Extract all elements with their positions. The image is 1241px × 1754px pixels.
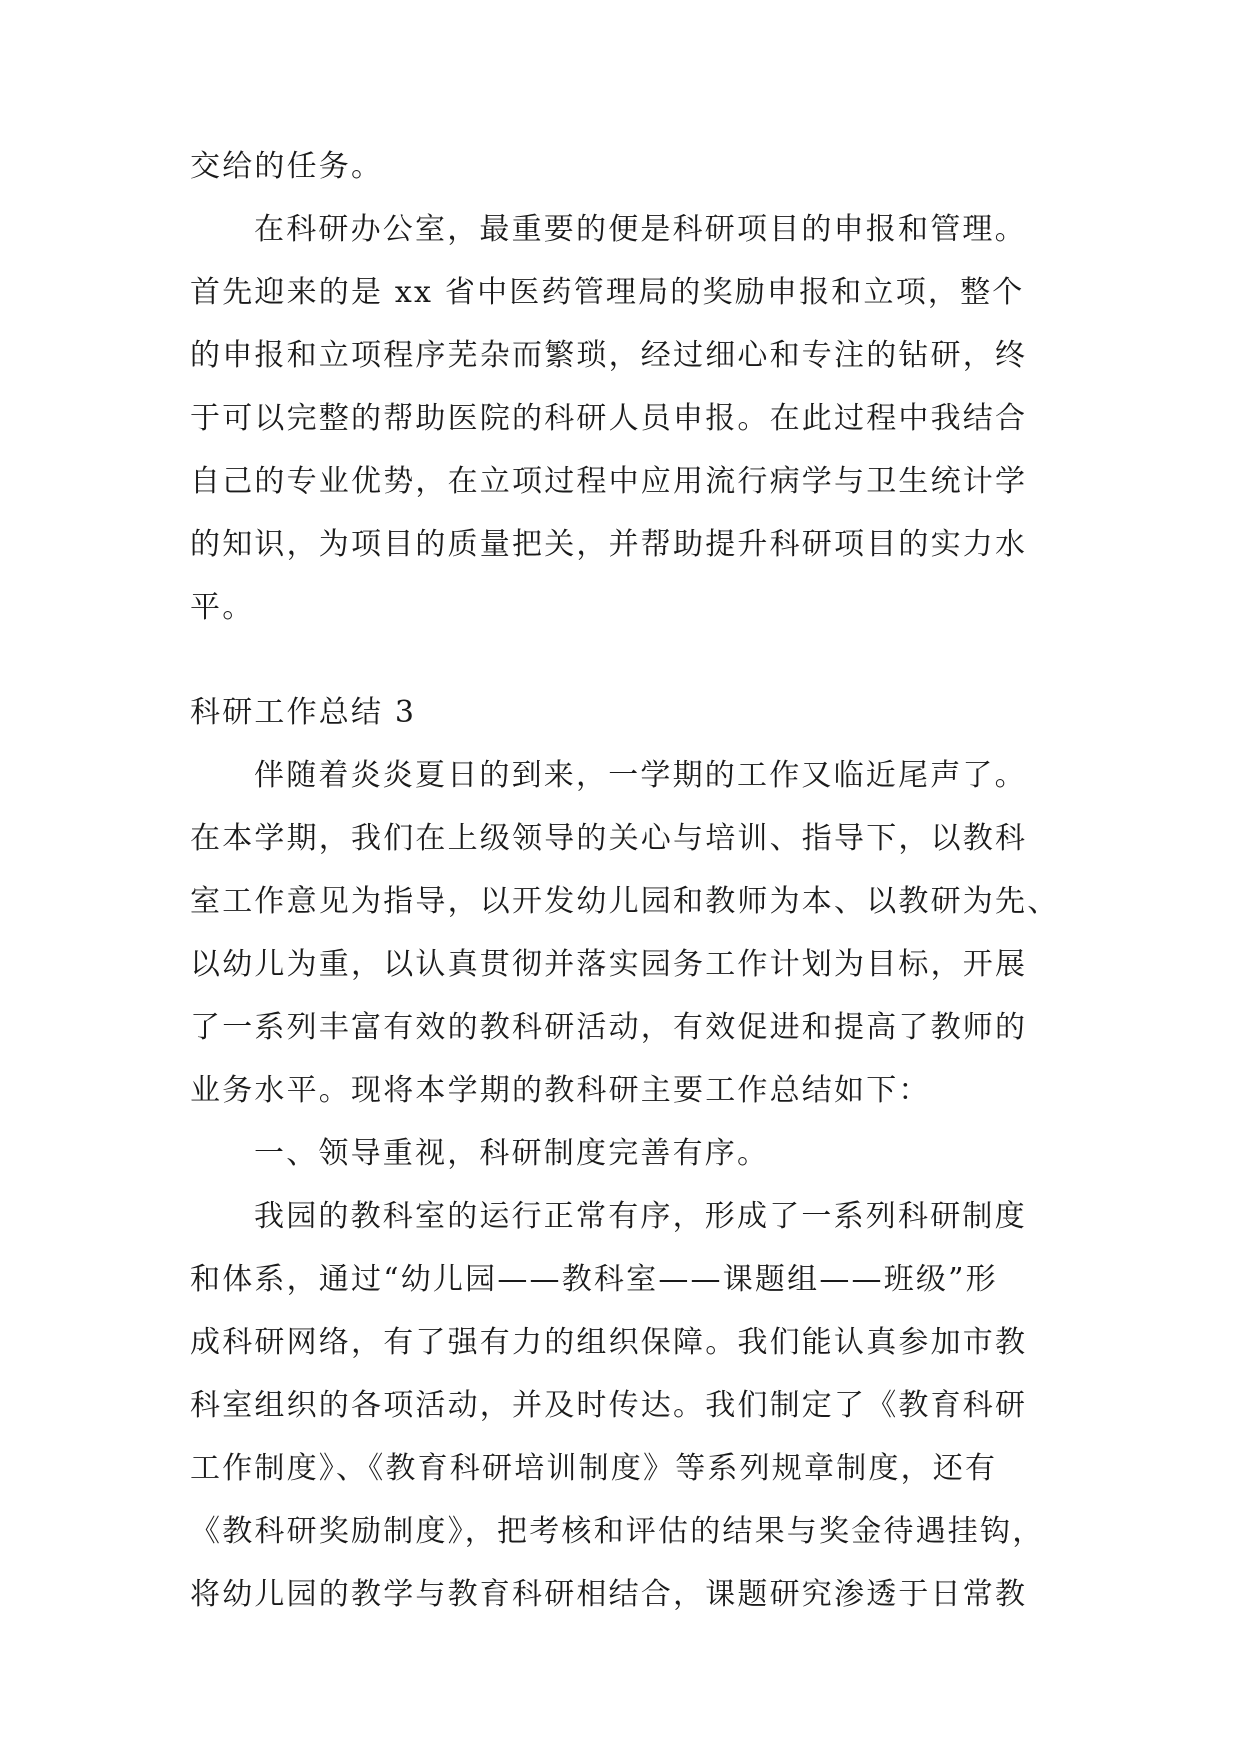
- text-line: 和体系，通过“幼儿园——教科室——课题组——班级”形: [190, 1262, 998, 1297]
- paragraph-start-line: 在科研办公室，最重要的便是科研项目的申报和管理。: [254, 212, 1027, 247]
- text-line: 了一系列丰富有效的教科研活动，有效促进和提高了教师的: [190, 1010, 1028, 1045]
- subheading-line: 一、领导重视，科研制度完善有序。: [254, 1136, 770, 1171]
- text-line: 平。: [190, 590, 255, 625]
- text-line: 科室组织的各项活动，并及时传达。我们制定了《教育科研: [190, 1388, 1028, 1423]
- text-line: 的申报和立项程序芜杂而繁琐，经过细心和专注的钻研，终: [190, 338, 1028, 373]
- text-line: 室工作意见为指导，以开发幼儿园和教师为本、以教研为先、: [190, 884, 1060, 919]
- text-line: 以幼儿为重，以认真贯彻并落实园务工作计划为目标，开展: [190, 947, 1028, 982]
- text-line: 在本学期，我们在上级领导的关心与培训、指导下，以教科: [190, 821, 1028, 856]
- text-line: 《教科研奖励制度》，把考核和评估的结果与奖金待遇挂钩，: [190, 1514, 1045, 1549]
- text-line: 业务水平。现将本学期的教科研主要工作总结如下：: [190, 1073, 931, 1108]
- paragraph-start-line: 我园的教科室的运行正常有序，形成了一系列科研制度: [254, 1199, 1027, 1234]
- text-line: 将幼儿园的教学与教育科研相结合，课题研究渗透于日常教: [190, 1577, 1028, 1612]
- text-line: 于可以完整的帮助医院的科研人员申报。在此过程中我结合: [190, 401, 1028, 436]
- section-heading: 科研工作总结 3: [190, 695, 417, 730]
- text-line: 的知识，为项目的质量把关，并帮助提升科研项目的实力水: [190, 527, 1028, 562]
- text-line: 交给的任务。: [190, 149, 384, 184]
- paragraph-start-line: 伴随着炎炎夏日的到来，一学期的工作又临近尾声了。: [254, 758, 1027, 793]
- text-line: 自己的专业优势，在立项过程中应用流行病学与卫生统计学: [190, 464, 1028, 499]
- text-line: 成科研网络，有了强有力的组织保障。我们能认真参加市教: [190, 1325, 1028, 1360]
- text-line: 首先迎来的是 xx 省中医药管理局的奖励申报和立项，整个: [190, 275, 1025, 310]
- text-line: 工作制度》、《教育科研培训制度》等系列规章制度，还有: [190, 1451, 998, 1486]
